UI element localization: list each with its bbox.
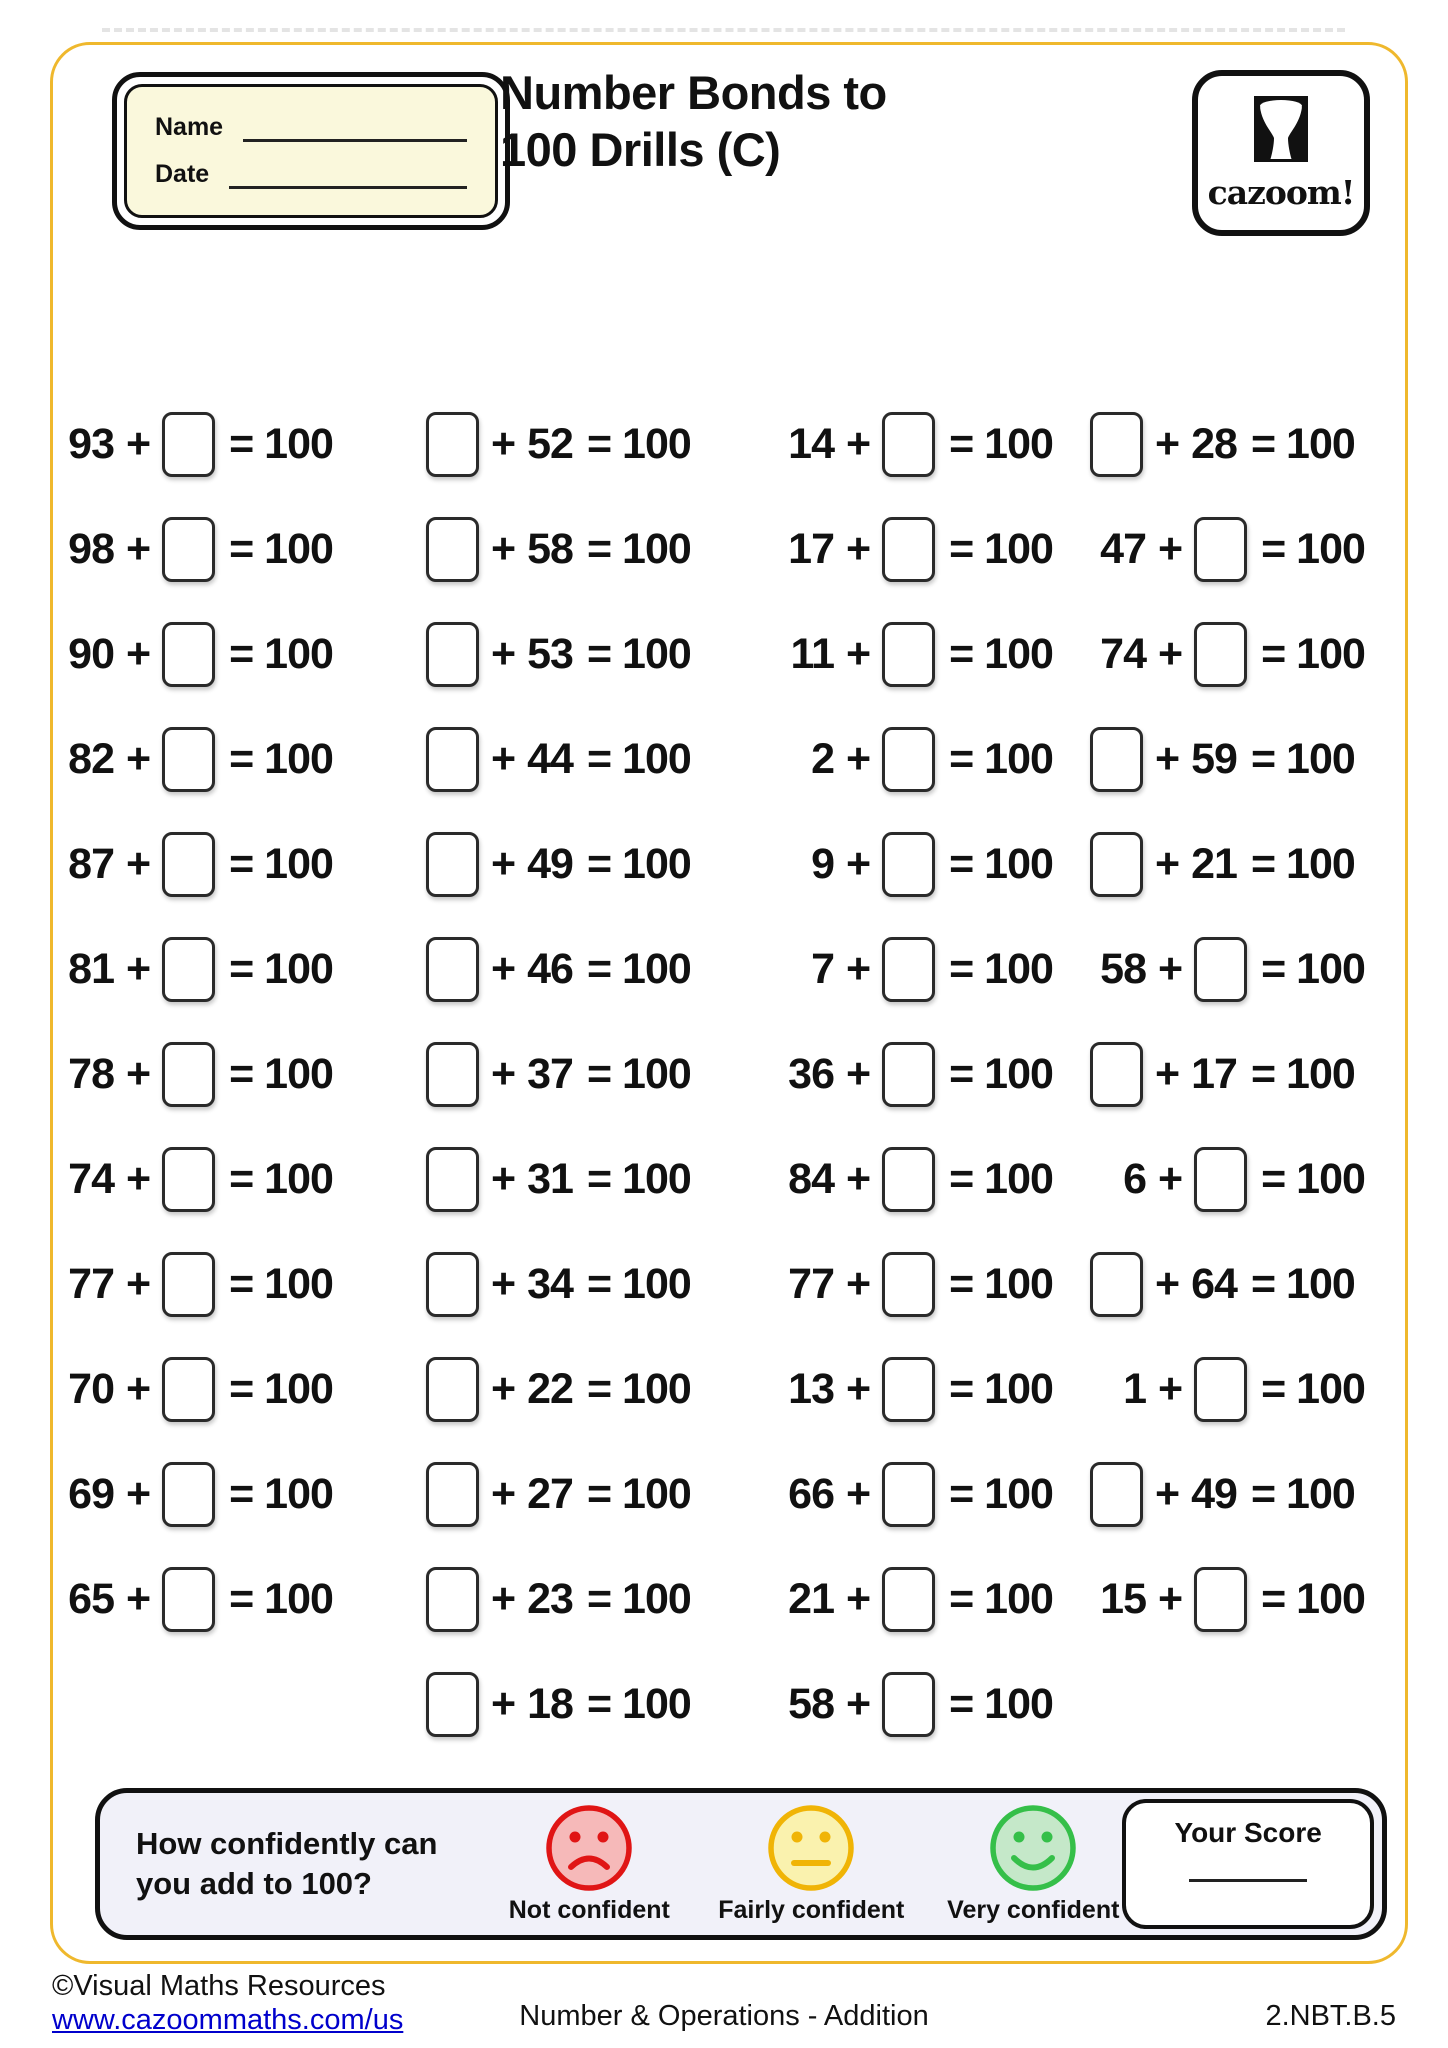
addend: 78: [68, 1050, 114, 1098]
answer-box[interactable]: [1090, 832, 1143, 897]
problem-cell: [426, 917, 778, 1022]
problem-cell: [426, 1337, 778, 1442]
answer-box[interactable]: [1194, 1147, 1247, 1212]
equals-100: = 100: [229, 1470, 333, 1518]
equals-100: = 100: [586, 1260, 691, 1308]
title-line-1: Number Bonds to: [500, 66, 887, 119]
score-input-line[interactable]: [1189, 1849, 1307, 1882]
equals-100: = 100: [1250, 735, 1355, 783]
equals-100: = 100: [1250, 1470, 1355, 1518]
drum-icon: [1238, 95, 1324, 177]
plus-sign: +: [126, 840, 151, 888]
plus-sign: +: [491, 735, 516, 783]
answer-box[interactable]: [426, 1672, 479, 1737]
answer-box[interactable]: [882, 622, 935, 687]
plus-sign: +: [846, 945, 871, 993]
problem-cell: [426, 707, 778, 812]
problem-cell: [58, 1232, 426, 1337]
plus-sign: +: [126, 945, 151, 993]
problem-cell: [58, 1022, 426, 1127]
answer-box[interactable]: [426, 727, 479, 792]
name-date-box: [112, 72, 510, 230]
plus-sign: +: [1158, 1155, 1183, 1203]
addend: 53: [527, 630, 573, 678]
confidence-question-line1: How confidently can: [136, 1825, 438, 1861]
plus-sign: +: [1155, 1260, 1180, 1308]
equals-100: = 100: [229, 525, 333, 573]
problem-cell: [58, 812, 426, 917]
problem-cell: [426, 392, 778, 497]
problem-cell: [58, 1547, 426, 1652]
answer-box[interactable]: [882, 832, 935, 897]
footer-topic: Number & Operations - Addition: [519, 2000, 929, 2032]
plus-sign: +: [126, 1050, 151, 1098]
problem-cell: [1090, 497, 1398, 602]
equals-100: = 100: [949, 840, 1053, 888]
answer-box[interactable]: [162, 937, 215, 1002]
answer-box[interactable]: [426, 1147, 479, 1212]
equals-100: = 100: [229, 630, 333, 678]
addend: 74: [1100, 630, 1146, 678]
date-label: Date: [155, 160, 210, 188]
equals-100: = 100: [586, 630, 691, 678]
confidence-option-label: Not confident: [508, 1895, 670, 1924]
equals-100: = 100: [586, 1155, 691, 1203]
problem-cell: [778, 1652, 1090, 1757]
problem-cell: [778, 1442, 1090, 1547]
plus-sign: +: [846, 525, 871, 573]
plus-sign: +: [846, 1050, 871, 1098]
addend: 59: [1191, 735, 1237, 783]
confidence-question: [136, 1824, 460, 1905]
plus-sign: +: [126, 1365, 151, 1413]
addend: 27: [527, 1470, 573, 1518]
problem-cell: [58, 1127, 426, 1232]
plus-sign: +: [491, 945, 516, 993]
confidence-bar: [95, 1788, 1387, 1940]
plus-sign: +: [846, 630, 871, 678]
plus-sign: +: [126, 1575, 151, 1623]
answer-box[interactable]: [1090, 1252, 1143, 1317]
confidence-option-label: Very confident: [947, 1895, 1120, 1924]
equals-100: = 100: [586, 735, 691, 783]
addend: 47: [1100, 525, 1146, 573]
answer-box[interactable]: [1090, 727, 1143, 792]
plus-sign: +: [1158, 1575, 1183, 1623]
addend: 90: [68, 630, 114, 678]
addend: 9: [811, 840, 834, 888]
equals-100: = 100: [1261, 525, 1365, 573]
equals-100: = 100: [1250, 1260, 1355, 1308]
addend: 69: [68, 1470, 114, 1518]
problem-cell: [426, 602, 778, 707]
problem-cell: [58, 392, 426, 497]
addend: 6: [1123, 1155, 1146, 1203]
answer-box[interactable]: [426, 412, 479, 477]
plus-sign: +: [1158, 630, 1183, 678]
plus-sign: +: [126, 1155, 151, 1203]
addend: 36: [788, 1050, 834, 1098]
answer-box[interactable]: [882, 1567, 935, 1632]
equals-100: = 100: [586, 1680, 691, 1728]
problem-cell: [1090, 602, 1398, 707]
problem-cell: [58, 917, 426, 1022]
name-date-box-inner: [124, 84, 498, 218]
confidence-option-happy[interactable]: [944, 1804, 1122, 1925]
plus-sign: +: [1158, 525, 1183, 573]
equals-100: = 100: [586, 420, 691, 468]
confidence-question-line2: you add to 100?: [136, 1866, 372, 1901]
problem-cell: [1090, 917, 1398, 1022]
equals-100: = 100: [229, 1260, 333, 1308]
addend: 21: [1191, 840, 1237, 888]
problem-cell: [426, 1232, 778, 1337]
addend: 77: [788, 1260, 834, 1308]
plus-sign: +: [126, 1470, 151, 1518]
equals-100: = 100: [949, 1470, 1053, 1518]
addend: 44: [527, 735, 573, 783]
problem-cell: [58, 707, 426, 812]
answer-box[interactable]: [882, 517, 935, 582]
answer-box[interactable]: [882, 1252, 935, 1317]
plus-sign: +: [1155, 840, 1180, 888]
name-label: Name: [155, 113, 224, 141]
addend: 13: [788, 1365, 834, 1413]
top-dashed-line: [102, 28, 1345, 32]
plus-sign: +: [846, 1680, 871, 1728]
addend: 84: [788, 1155, 834, 1203]
equals-100: = 100: [949, 1575, 1053, 1623]
equals-100: = 100: [1250, 1050, 1355, 1098]
answer-box[interactable]: [162, 1252, 215, 1317]
confidence-options: [500, 1804, 1122, 1925]
plus-sign: +: [491, 1050, 516, 1098]
equals-100: = 100: [949, 945, 1053, 993]
addend: 70: [68, 1365, 114, 1413]
addend: 1: [1123, 1365, 1146, 1413]
problem-cell: [778, 602, 1090, 707]
happy-face-icon: [987, 1804, 1079, 1896]
addend: 81: [68, 945, 114, 993]
confidence-option-sad[interactable]: [500, 1804, 678, 1925]
problem-cell: [426, 1442, 778, 1547]
addend: 98: [68, 525, 114, 573]
plus-sign: +: [491, 1680, 516, 1728]
answer-box[interactable]: [882, 1357, 935, 1422]
equals-100: = 100: [229, 1365, 333, 1413]
confidence-option-label: Fairly confident: [718, 1895, 905, 1924]
addend: 28: [1191, 420, 1237, 468]
equals-100: = 100: [949, 1260, 1053, 1308]
equals-100: = 100: [949, 1365, 1053, 1413]
answer-box[interactable]: [882, 1042, 935, 1107]
problem-cell: [778, 392, 1090, 497]
plus-sign: +: [491, 840, 516, 888]
problem-cell: [426, 1127, 778, 1232]
problem-cell: [1090, 392, 1398, 497]
equals-100: = 100: [1261, 945, 1365, 993]
plus-sign: +: [491, 1155, 516, 1203]
plus-sign: +: [1155, 420, 1180, 468]
addend: 17: [1191, 1050, 1237, 1098]
equals-100: = 100: [1261, 1365, 1365, 1413]
answer-box[interactable]: [882, 1672, 935, 1737]
problem-cell: [778, 497, 1090, 602]
problem-cell: [1090, 1652, 1398, 1757]
plus-sign: +: [846, 1470, 871, 1518]
problem-cell: [1090, 707, 1398, 812]
equals-100: = 100: [229, 840, 333, 888]
plus-sign: +: [846, 420, 871, 468]
addend: 7: [811, 945, 834, 993]
problem-cell: [778, 917, 1090, 1022]
addend: 34: [527, 1260, 573, 1308]
plus-sign: +: [491, 630, 516, 678]
confidence-option-neutral[interactable]: [718, 1804, 905, 1925]
equals-100: = 100: [586, 1575, 691, 1623]
answer-box[interactable]: [162, 412, 215, 477]
problem-cell: [778, 1337, 1090, 1442]
plus-sign: +: [846, 1365, 871, 1413]
addend: 15: [1100, 1575, 1146, 1623]
addend: 14: [788, 420, 834, 468]
equals-100: = 100: [949, 1680, 1053, 1728]
answer-box[interactable]: [426, 1462, 479, 1527]
plus-sign: +: [491, 1470, 516, 1518]
addend: 49: [527, 840, 573, 888]
neutral-face-icon: [765, 1804, 857, 1896]
plus-sign: +: [491, 1575, 516, 1623]
problem-cell: [1090, 1127, 1398, 1232]
problem-cell: [426, 1652, 778, 1757]
plus-sign: +: [491, 420, 516, 468]
equals-100: = 100: [949, 525, 1053, 573]
addend: 11: [790, 630, 834, 678]
plus-sign: +: [1155, 1470, 1180, 1518]
problem-cell: [1090, 1337, 1398, 1442]
addend: 22: [527, 1365, 573, 1413]
equals-100: = 100: [1261, 630, 1365, 678]
your-score-label: Your Score: [1174, 1817, 1322, 1848]
addend: 64: [1191, 1260, 1237, 1308]
equals-100: = 100: [229, 1155, 333, 1203]
answer-box[interactable]: [1194, 622, 1247, 687]
equals-100: = 100: [1250, 420, 1355, 468]
equals-100: = 100: [586, 840, 691, 888]
answer-box[interactable]: [882, 937, 935, 1002]
logo-wordmark: cazoom!: [1207, 172, 1355, 212]
equals-100: = 100: [586, 525, 691, 573]
equals-100: = 100: [229, 735, 333, 783]
addend: 93: [68, 420, 114, 468]
answer-box[interactable]: [162, 622, 215, 687]
problem-cell: [58, 602, 426, 707]
plus-sign: +: [1158, 945, 1183, 993]
answer-box[interactable]: [162, 727, 215, 792]
answer-box[interactable]: [882, 412, 935, 477]
answer-box[interactable]: [426, 937, 479, 1002]
copyright-text: ©Visual Maths Resources: [52, 1970, 386, 2002]
equals-100: = 100: [949, 1050, 1053, 1098]
answer-box[interactable]: [162, 1147, 215, 1212]
sad-face-icon: [543, 1804, 635, 1896]
answer-box[interactable]: [882, 1462, 935, 1527]
equals-100: = 100: [586, 1470, 691, 1518]
answer-box[interactable]: [882, 727, 935, 792]
equals-100: = 100: [949, 420, 1053, 468]
problem-cell: [778, 1547, 1090, 1652]
answer-box[interactable]: [426, 1567, 479, 1632]
answer-box[interactable]: [162, 1357, 215, 1422]
problem-cell: [426, 1547, 778, 1652]
answer-box[interactable]: [162, 1042, 215, 1107]
equals-100: = 100: [1250, 840, 1355, 888]
answer-box[interactable]: [882, 1147, 935, 1212]
problem-cell: [1090, 1232, 1398, 1337]
footer-standard: 2.NBT.B.5: [1265, 2000, 1396, 2032]
answer-box[interactable]: [426, 1252, 479, 1317]
addend: 52: [527, 420, 573, 468]
addend: 49: [1191, 1470, 1237, 1518]
addend: 82: [68, 735, 114, 783]
answer-box[interactable]: [426, 1357, 479, 1422]
answer-box[interactable]: [1194, 937, 1247, 1002]
problem-cell: [778, 812, 1090, 917]
equals-100: = 100: [949, 1155, 1053, 1203]
addend: 23: [527, 1575, 573, 1623]
problem-cell: [58, 497, 426, 602]
answer-box[interactable]: [162, 517, 215, 582]
answer-box[interactable]: [162, 1567, 215, 1632]
plus-sign: +: [846, 1575, 871, 1623]
plus-sign: +: [126, 1260, 151, 1308]
plus-sign: +: [126, 420, 151, 468]
problem-cell: [58, 1442, 426, 1547]
problem-cell: [778, 1022, 1090, 1127]
plus-sign: +: [126, 525, 151, 573]
problem-cell: [426, 812, 778, 917]
answer-box[interactable]: [1090, 412, 1143, 477]
addend: 77: [68, 1260, 114, 1308]
problem-cell: [778, 707, 1090, 812]
addend: 58: [527, 525, 573, 573]
answer-box[interactable]: [162, 1462, 215, 1527]
addend: 66: [788, 1470, 834, 1518]
equals-100: = 100: [1261, 1575, 1365, 1623]
cazoom-logo: [1192, 70, 1370, 236]
problem-cell: [1090, 812, 1398, 917]
plus-sign: +: [491, 525, 516, 573]
equals-100: = 100: [229, 1575, 333, 1623]
equals-100: = 100: [229, 945, 333, 993]
equals-100: = 100: [586, 945, 691, 993]
equals-100: = 100: [949, 630, 1053, 678]
addend: 18: [527, 1680, 573, 1728]
equals-100: = 100: [229, 420, 333, 468]
plus-sign: +: [846, 1260, 871, 1308]
equals-100: = 100: [229, 1050, 333, 1098]
problem-cell: [1090, 1547, 1398, 1652]
answer-box[interactable]: [1090, 1462, 1143, 1527]
addend: 37: [527, 1050, 573, 1098]
problem-cell: [426, 1022, 778, 1127]
plus-sign: +: [491, 1260, 516, 1308]
equals-100: = 100: [949, 735, 1053, 783]
title-line-2: 100 Drills (C): [500, 123, 781, 177]
addend: 87: [68, 840, 114, 888]
plus-sign: +: [126, 735, 151, 783]
plus-sign: +: [491, 1365, 516, 1413]
problem-cell: [778, 1127, 1090, 1232]
answer-box[interactable]: [1194, 1357, 1247, 1422]
problem-cell: [58, 1337, 426, 1442]
plus-sign: +: [846, 735, 871, 783]
plus-sign: +: [846, 1155, 871, 1203]
addend: 65: [68, 1575, 114, 1623]
addend: 21: [788, 1575, 834, 1623]
addend: 58: [1100, 945, 1146, 993]
answer-box[interactable]: [426, 1042, 479, 1107]
answer-box[interactable]: [426, 622, 479, 687]
addend: 58: [788, 1680, 834, 1728]
name-input-line[interactable]: [243, 113, 467, 142]
plus-sign: +: [846, 840, 871, 888]
plus-sign: +: [1158, 1365, 1183, 1413]
addend: 74: [68, 1155, 114, 1203]
problem-cell: [1090, 1022, 1398, 1127]
date-input-line[interactable]: [229, 160, 467, 189]
addend: 17: [788, 525, 834, 573]
problem-cell: [1090, 1442, 1398, 1547]
plus-sign: +: [1155, 1050, 1180, 1098]
answer-box[interactable]: [1090, 1042, 1143, 1107]
problems-grid: [58, 392, 1398, 1757]
answer-box[interactable]: [426, 832, 479, 897]
page-title: [500, 64, 887, 179]
problem-cell: [58, 1652, 426, 1757]
addend: 31: [527, 1155, 573, 1203]
answer-box[interactable]: [162, 832, 215, 897]
your-score-box: [1122, 1799, 1374, 1929]
answer-box[interactable]: [1194, 517, 1247, 582]
problem-cell: [426, 497, 778, 602]
addend: 2: [811, 735, 834, 783]
addend: 46: [527, 945, 573, 993]
equals-100: = 100: [586, 1050, 691, 1098]
equals-100: = 100: [586, 1365, 691, 1413]
plus-sign: +: [126, 630, 151, 678]
problem-cell: [778, 1232, 1090, 1337]
cazoommaths-link[interactable]: www.cazoommaths.com/us: [52, 2004, 404, 2036]
plus-sign: +: [1155, 735, 1180, 783]
answer-box[interactable]: [426, 517, 479, 582]
equals-100: = 100: [1261, 1155, 1365, 1203]
answer-box[interactable]: [1194, 1567, 1247, 1632]
